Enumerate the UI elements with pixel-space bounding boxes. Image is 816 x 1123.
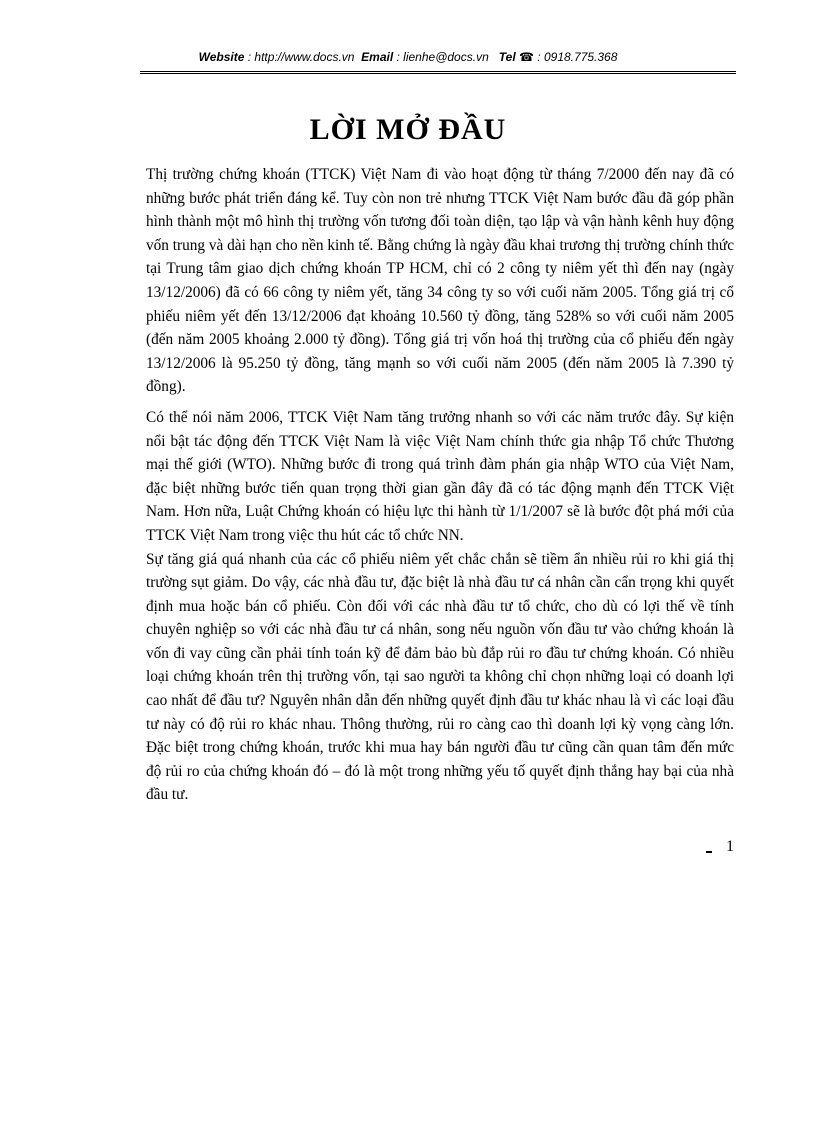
page-number-value: 1 xyxy=(726,838,734,855)
paragraph: Thị trường chứng khoán (TTCK) Việt Nam đi vào hoạt động từ tháng 7/2000 đến nay đã có những bước phát triển đáng kể. Tuy còn non trẻ nhưng TTCK Việt Nam bước đầu đã góp phần hình thành một mô hình thị trường vốn tương đối toàn diện, tạo lập và vận hành kênh huy động vốn trung và dài hạn cho nền kinh tế. Bằng chứng là ngày đầu khai trương thị trường chính thức tại Trung tâm giao dịch chứng khoán TP HCM, chỉ có 2 công ty niêm yết thì đến nay (ngày 13/12/2006) đã có 66 công ty niêm yết, tăng 34 công ty so với cuối năm 2005. Tổng giá trị cổ phiếu niêm yết đến 13/12/2006 đạt khoảng 10.560 tỷ đồng, tăng 528% so với cuối năm 2005 (đến năm 2005 khoảng 2.000 tỷ đồng). Tổng giá trị vốn hoá thị trường của cổ phiếu đến ngày 13/12/2006 là 95.250 tỷ đồng, tăng mạnh so với cuối năm 2005 (đến năm 2005 là 7.390 tỷ đồng). xyxy=(146,166,735,396)
page-header xyxy=(0,50,816,64)
website-url[interactable]: http://www.docs.vn xyxy=(254,50,355,64)
email-label: Email xyxy=(361,50,394,64)
website-label: Website xyxy=(198,50,245,64)
document-body xyxy=(146,163,734,807)
page-number xyxy=(706,838,734,856)
paragraph: Có thể nói năm 2006, TTCK Việt Nam tăng trưởng nhanh so với các năm trước đây. Sự kiện nổi bật tác động đến TTCK Việt Nam là việc Việt Nam chính thức gia nhập Tổ chức Thương mại thế giới (WTO). Những bước đi trong quá trình đàm phán gia nhập WTO của Việt Nam, đặc biệt những bước tiến quan trọng thời gian gần đây đã có tác động mạnh đến TTCK Việt Nam. Hơn nữa, Luật Chứng khoán có hiệu lực thi hành từ 1/1/2007 sẽ là bước đột phá mới của TTCK Việt Nam trong việc thu hút các tổ chức NN. xyxy=(146,408,734,544)
tel-separator: : xyxy=(533,50,544,64)
website-separator: : xyxy=(244,50,255,64)
email-address[interactable]: lienhe@docs.vn xyxy=(403,50,489,64)
page-title: LỜI MỞ ĐẦU xyxy=(309,113,507,146)
paragraph: Sự tăng giá quá nhanh của các cổ phiếu niêm yết chắc chắn sẽ tiềm ẩn nhiều rủi ro khi giá thị trường sụt giảm. Do vậy, các nhà đầu tư, đặc biệt là nhà đầu tư cá nhân cần cẩn trọng khi quyết định mua hoặc bán cổ phiếu. Còn đối với các nhà đầu tư tổ chức, cho dù có lợi thế về tính chuyên nghiệp so với các nhà đầu tư cá nhân, song nếu nguồn vốn đầu tư vào chứng khoán là vốn đi vay cũng cần phải tính toán kỹ để đảm bảo bù đắp rủi ro đầu tư chứng khoán. Có nhiều loại chứng khoán trên thị trường vốn, tại sao người ta không chỉ chọn những loại có doanh lợi cao nhất để đầu tư? Nguyên nhân dẫn đến những quyết định đầu tư khác nhau là vì các loại đầu tư này có độ rủi ro khác nhau. Thông thường, rủi ro càng cao thì doanh lợi kỳ vọng càng lớn. Đặc biệt trong chứng khoán, trước khi mua hay bán người đầu tư cũng cần quan tâm đến mức độ rủi ro của chứng khoán đó – đó là một trong những yếu tố quyết định thắng hay bại của nhà đầu tư. xyxy=(146,550,734,804)
phone-icon: ☎ xyxy=(519,50,534,64)
header-divider xyxy=(140,71,736,74)
page-number-dash xyxy=(706,851,712,853)
tel-number: 0918.775.368 xyxy=(543,50,618,64)
email-separator: : xyxy=(393,50,404,64)
tel-label: Tel xyxy=(498,50,516,64)
